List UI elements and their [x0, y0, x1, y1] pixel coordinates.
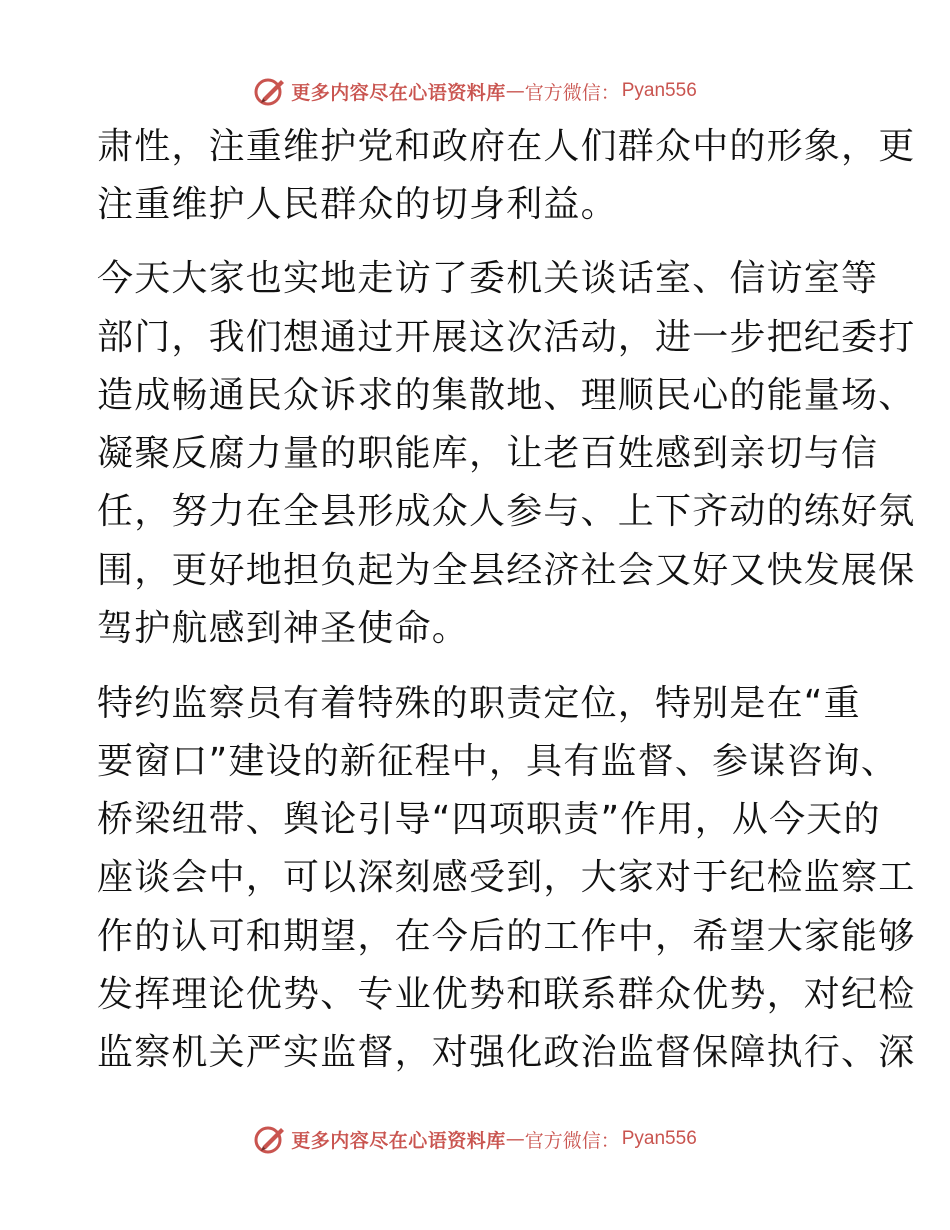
footer-banner-separator: —	[505, 1128, 525, 1150]
header-banner-separator: —	[505, 80, 525, 102]
footer-banner-text: 更多内容尽在心语资料库	[291, 1129, 506, 1152]
text-line: 要窗口”建设的新征程中，具有监督、参谋咨询、	[97, 741, 899, 782]
footer-wechat-label: 官方微信：	[524, 1129, 620, 1152]
text-line: 围，更好地担负起为全县经济社会又好又快发展保	[97, 550, 916, 591]
text-line: 监察机关严实监督，对强化政治监督保障执行、深	[97, 1032, 916, 1073]
header-banner	[0, 74, 950, 108]
quill-pen-logo-icon	[253, 1122, 287, 1156]
footer-banner	[0, 1122, 950, 1156]
text-line: 部门，我们想通过开展这次活动，进一步把纪委打	[97, 317, 916, 358]
text-line: 特约监察员有着特殊的职责定位，特别是在“重	[97, 683, 861, 724]
text-line: 驾护航感到神圣使命。	[97, 608, 470, 649]
quill-pen-logo-icon	[253, 74, 287, 108]
text-line: 任，努力在全县形成众人参与、上下齐动的练好氛	[97, 491, 916, 532]
footer-wechat-id: Pyan556	[621, 1128, 697, 1149]
text-line: 凝聚反腐力量的职能库，让老百姓感到亲切与信	[97, 433, 879, 474]
text-line: 座谈会中，可以深刻感受到，大家对于纪检监察工	[97, 857, 916, 898]
text-line: 作的认可和期望，在今后的工作中，希望大家能够	[97, 916, 916, 957]
text-line: 肃性，注重维护党和政府在人们群众中的形象，更	[97, 126, 916, 167]
header-banner-text: 更多内容尽在心语资料库	[291, 81, 506, 104]
text-line: 注重维护人民群众的切身利益。	[97, 184, 618, 225]
header-wechat-label: 官方微信：	[524, 81, 620, 104]
text-line: 今天大家也实地走访了委机关谈话室、信访室等	[97, 258, 879, 299]
header-wechat-id: Pyan556	[621, 80, 697, 101]
text-line: 发挥理论优势、专业优势和联系群众优势，对纪检	[97, 974, 916, 1015]
text-line: 造成畅通民众诉求的集散地、理顺民心的能量场、	[97, 375, 916, 416]
text-line: 桥梁纽带、舆论引导“四项职责”作用，从今天的	[97, 799, 881, 840]
